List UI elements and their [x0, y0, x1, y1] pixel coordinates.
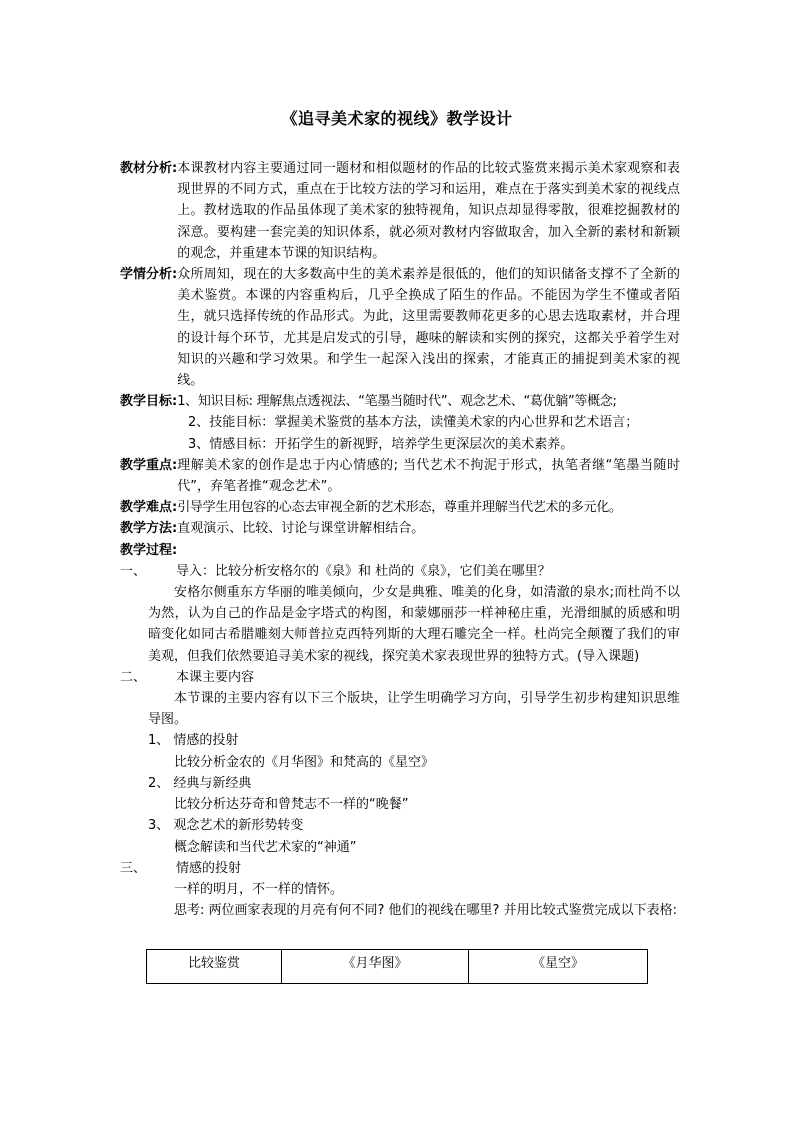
step-1-paragraph: 安格尔侧重东方华丽的唯美倾向，少女是典雅、唯美的化身，如清澈的泉水;而杜尚不以为然，认为自己的作品是金字塔式的构图，和蒙娜丽莎一样神秘庄重，光滑细腻的质感和明暗变化如同古希腊雕刻大师普拉克西特列斯的大理石雕完全一样。杜尚完全颠覆了我们的审美观，但我们依然要追寻美术家的视线，探究美术家表现世界的独特方式。(导入课题) [148, 585, 680, 664]
process-label: 教学过程: [120, 542, 178, 558]
document-title: 《追寻美术家的视线》教学设计 [281, 109, 513, 128]
difficulties-label: 教学难点: [120, 500, 178, 516]
methods-label: 教学方法: [120, 521, 178, 537]
section-teaching-goals [120, 391, 680, 412]
module-2-title: 2、 经典与新经典 [148, 775, 252, 791]
step-1-number: 一、 [120, 563, 147, 579]
section-student-analysis [120, 264, 680, 391]
table-header-cell: 《月华图》 [282, 950, 469, 984]
document-body [120, 158, 680, 921]
section-difficulties [120, 497, 680, 518]
material-analysis-text: 本课教材内容主要通过同一题材和相似题材的作品的比较式鉴赏来揭示美术家观察和表现世界的不同方式，重点在于比较方法的学习和运用，难点在于落实到美术家的视线点上。教材选取的作品虽体现了美术家的独特视角，知识点却显得零散，很难挖掘教材的深意。要构建一套完美的知识体系，就必须对教材内容做取舍，加入全新的素材和新颖的观念，并重建本节课的知识结构。 [177, 161, 680, 261]
teaching-goal-1: 1、知识目标: 理解焦点透视法、“笔墨当随时代”、观念艺术、“葛优躺”等概念; [177, 394, 617, 410]
step-2-heading: 本课主要内容 [176, 669, 255, 685]
step-1-heading: 导入：比较分析安格尔的《泉》和 杜尚的《泉》，它们美在哪里？ [176, 563, 551, 579]
material-analysis-label: 教材分析: [120, 161, 178, 176]
module-1-detail: 比较分析金农的《月华图》和梵高的《星空》 [174, 754, 435, 770]
table-header-cell: 比较鉴赏 [147, 950, 282, 984]
step-3-heading-row [120, 858, 680, 879]
step-2-number: 二、 [120, 669, 147, 685]
difficulties-text: 引导学生用包容的心态去审视全新的艺术形态，尊重并理解当代艺术的多元化。 [177, 500, 622, 516]
teaching-goals-label: 教学目标: [120, 394, 178, 410]
teaching-goal-3: 3、情感目标：开拓学生的新视野，培养学生更深层次的美术素养。 [188, 436, 574, 452]
step-2-paragraph: 本节课的主要内容有以下三个版块，让学生明确学习方向，引导学生初步构建知识思维导图。 [148, 691, 680, 728]
section-material-analysis [120, 158, 680, 264]
module-2-detail: 比较分析达芬奇和曾梵志不一样的“晚餐” [174, 797, 409, 813]
table-header-cell: 《星空》 [469, 950, 648, 984]
step-2-heading-row [120, 667, 680, 688]
section-methods [120, 518, 680, 539]
table-header-row [147, 950, 648, 984]
step-1-heading-row [120, 561, 680, 582]
step-3-number: 三、 [120, 860, 147, 876]
module-3-detail: 概念解读和当代艺术家的“神通” [174, 839, 357, 855]
teaching-goal-2: 2、技能目标：掌握美术鉴赏的基本方法，读懂美术家的内心世界和艺术语言； [188, 415, 639, 431]
key-points-label: 教学重点: [120, 457, 178, 473]
section-key-points [120, 455, 680, 497]
step-3-heading: 情感的投射 [176, 860, 242, 876]
methods-text: 直观演示、比较、讨论与课堂讲解相结合。 [177, 521, 425, 537]
comparison-table [146, 949, 648, 984]
step-3-line-1: 一样的明月，不一样的情怀。 [174, 881, 344, 897]
module-1-title: 1、 情感的投射 [148, 733, 239, 749]
module-3-title: 3、 观念艺术的新形势转变 [148, 818, 304, 834]
step-3-line-2: 思考: 两位画家表现的月亮有何不同? 他们的视线在哪里? 并用比较式鉴赏完成以下表格: [174, 903, 677, 919]
student-analysis-text: 众所周知，现在的大多数高中生的美术素养是很低的，他们的知识储备支撑不了全新的美术鉴赏。本课的内容重构后，几乎全换成了陌生的作品。不能因为学生不懂或者陌生，就只选择传统的作品形式。为此，这里需要教师花更多的心思去选取素材，并合理的设计每个环节，尤其是启发式的引导，趣味的解读和实例的探究，这都关乎着学生对知识的兴趣和学习效果。和学生一起深入浅出的探索，才能真正的捕捉到美术家的视线。 [177, 267, 680, 389]
key-points-text: 理解美术家的创作是忠于内心情感的; 当代艺术不拘泥于形式，执笔者继“笔墨当随时代”，弃笔者推“观念艺术”。 [177, 457, 680, 495]
student-analysis-label: 学情分析: [120, 267, 178, 283]
